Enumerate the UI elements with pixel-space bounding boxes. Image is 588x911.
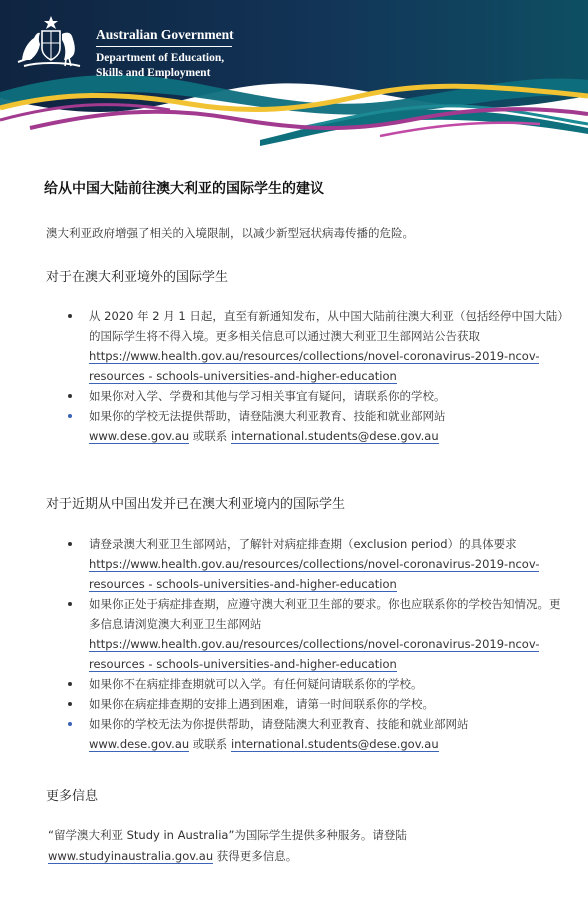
page-title: 给从中国大陆前往澳大利亚的国际学生的建议 [44,181,324,197]
bullet-dot [68,722,72,726]
international-students-email-link[interactable]: international.students@dese.gov.au [230,737,439,751]
bullet-list-outside-australia [44,306,564,446]
australian-coat-of-arms-icon [14,14,88,70]
bullet-dot [68,414,72,418]
list-item [44,386,564,406]
bullet-text: 如果你不在病症排查期就可以入学。有任何疑问请联系你的学校。 [89,677,423,691]
more-info-paragraph [48,825,568,867]
department-name-line-2: Skills and Employment [96,67,211,79]
health-resources-link[interactable]: https://www.health.gov.au/resources/collections/novel-coronavirus-2019-ncov-resources - schools-universities-and-higher-education [89,557,540,591]
dese-website-link[interactable]: www.dese.gov.au [89,429,190,443]
list-item [44,406,564,446]
bullet-dot [68,394,72,398]
bullet-dot [68,702,72,706]
bullet-text: 如果你在病症排查期的安排上遇到困难，请第一时间联系你的学校。 [89,697,434,711]
list-item [44,694,564,714]
section-heading-outside-australia: 对于在澳大利亚境外的国际学生 [46,270,229,285]
intro-paragraph: 澳大利亚政府增强了相关的入境限制，以减少新型冠状病毒传播的危险。 [46,226,414,240]
bullet-text-connector: 或联系 [189,429,231,443]
bullet-list-inside-australia [44,534,564,754]
list-item [44,306,564,386]
section-heading-inside-australia: 对于近期从中国出发并已在澳大利亚境内的国际学生 [46,497,346,512]
header-banner [0,0,588,150]
study-in-australia-link[interactable]: www.studyinaustralia.gov.au [48,849,214,863]
list-item [44,534,564,594]
list-item [44,674,564,694]
bullet-text: 如果你对入学、学费和其他与学习相关事宜有疑问，请联系你的学校。 [89,389,446,403]
title-divider [96,46,232,47]
section-heading-more-info: 更多信息 [46,789,99,804]
government-title: Australian Government [96,27,234,42]
banner-graphic [0,0,588,150]
health-resources-link[interactable]: https://www.health.gov.au/resources/collections/novel-coronavirus-2019-ncov-resources - schools-universities-and-higher-education [89,349,540,383]
bullet-dot [68,682,72,686]
bullet-text: 如果你正处于病症排查期，应遵守澳大利亚卫生部的要求。你也应联系你的学校告知情况。更多信息请浏览澳大利亚卫生部网站 [89,597,561,631]
bullet-text: 如果你的学校无法为你提供帮助，请登陆澳大利亚教育、技能和就业部网站 [89,717,469,731]
bullet-dot [68,314,72,318]
bullet-text: 从 2020 年 2 月 1 日起，直至有新通知发布，从中国大陆前往澳大利亚（包括经停中国大陆）的国际学生将不得入境。更多相关信息可以通过澳大利亚卫生部网站公告获取 [89,309,564,343]
more-info-tail-text: 获得更多信息。 [213,849,298,863]
bullet-text: 如果你的学校无法提供帮助，请登陆澳大利亚教育、技能和就业部网站 [89,409,446,423]
international-students-email-link[interactable]: international.students@dese.gov.au [230,429,439,443]
bullet-dot [68,602,72,606]
department-name-line-1: Department of Education, [96,52,225,64]
dese-website-link[interactable]: www.dese.gov.au [89,737,190,751]
health-resources-link[interactable]: https://www.health.gov.au/resources/collections/novel-coronavirus-2019-ncov-resources - schools-universities-and-higher-education [89,637,540,671]
bullet-text: 请登录澳大利亚卫生部网站，了解针对病症排查期（exclusion period）的具体要求 [89,537,517,551]
bullet-text-connector: 或联系 [189,737,231,751]
more-info-text: “留学澳大利亚 Study in Australia”为国际学生提供多种服务。请登陆 [48,828,407,842]
list-item [44,594,564,674]
bullet-dot [68,542,72,546]
list-item [44,714,564,754]
